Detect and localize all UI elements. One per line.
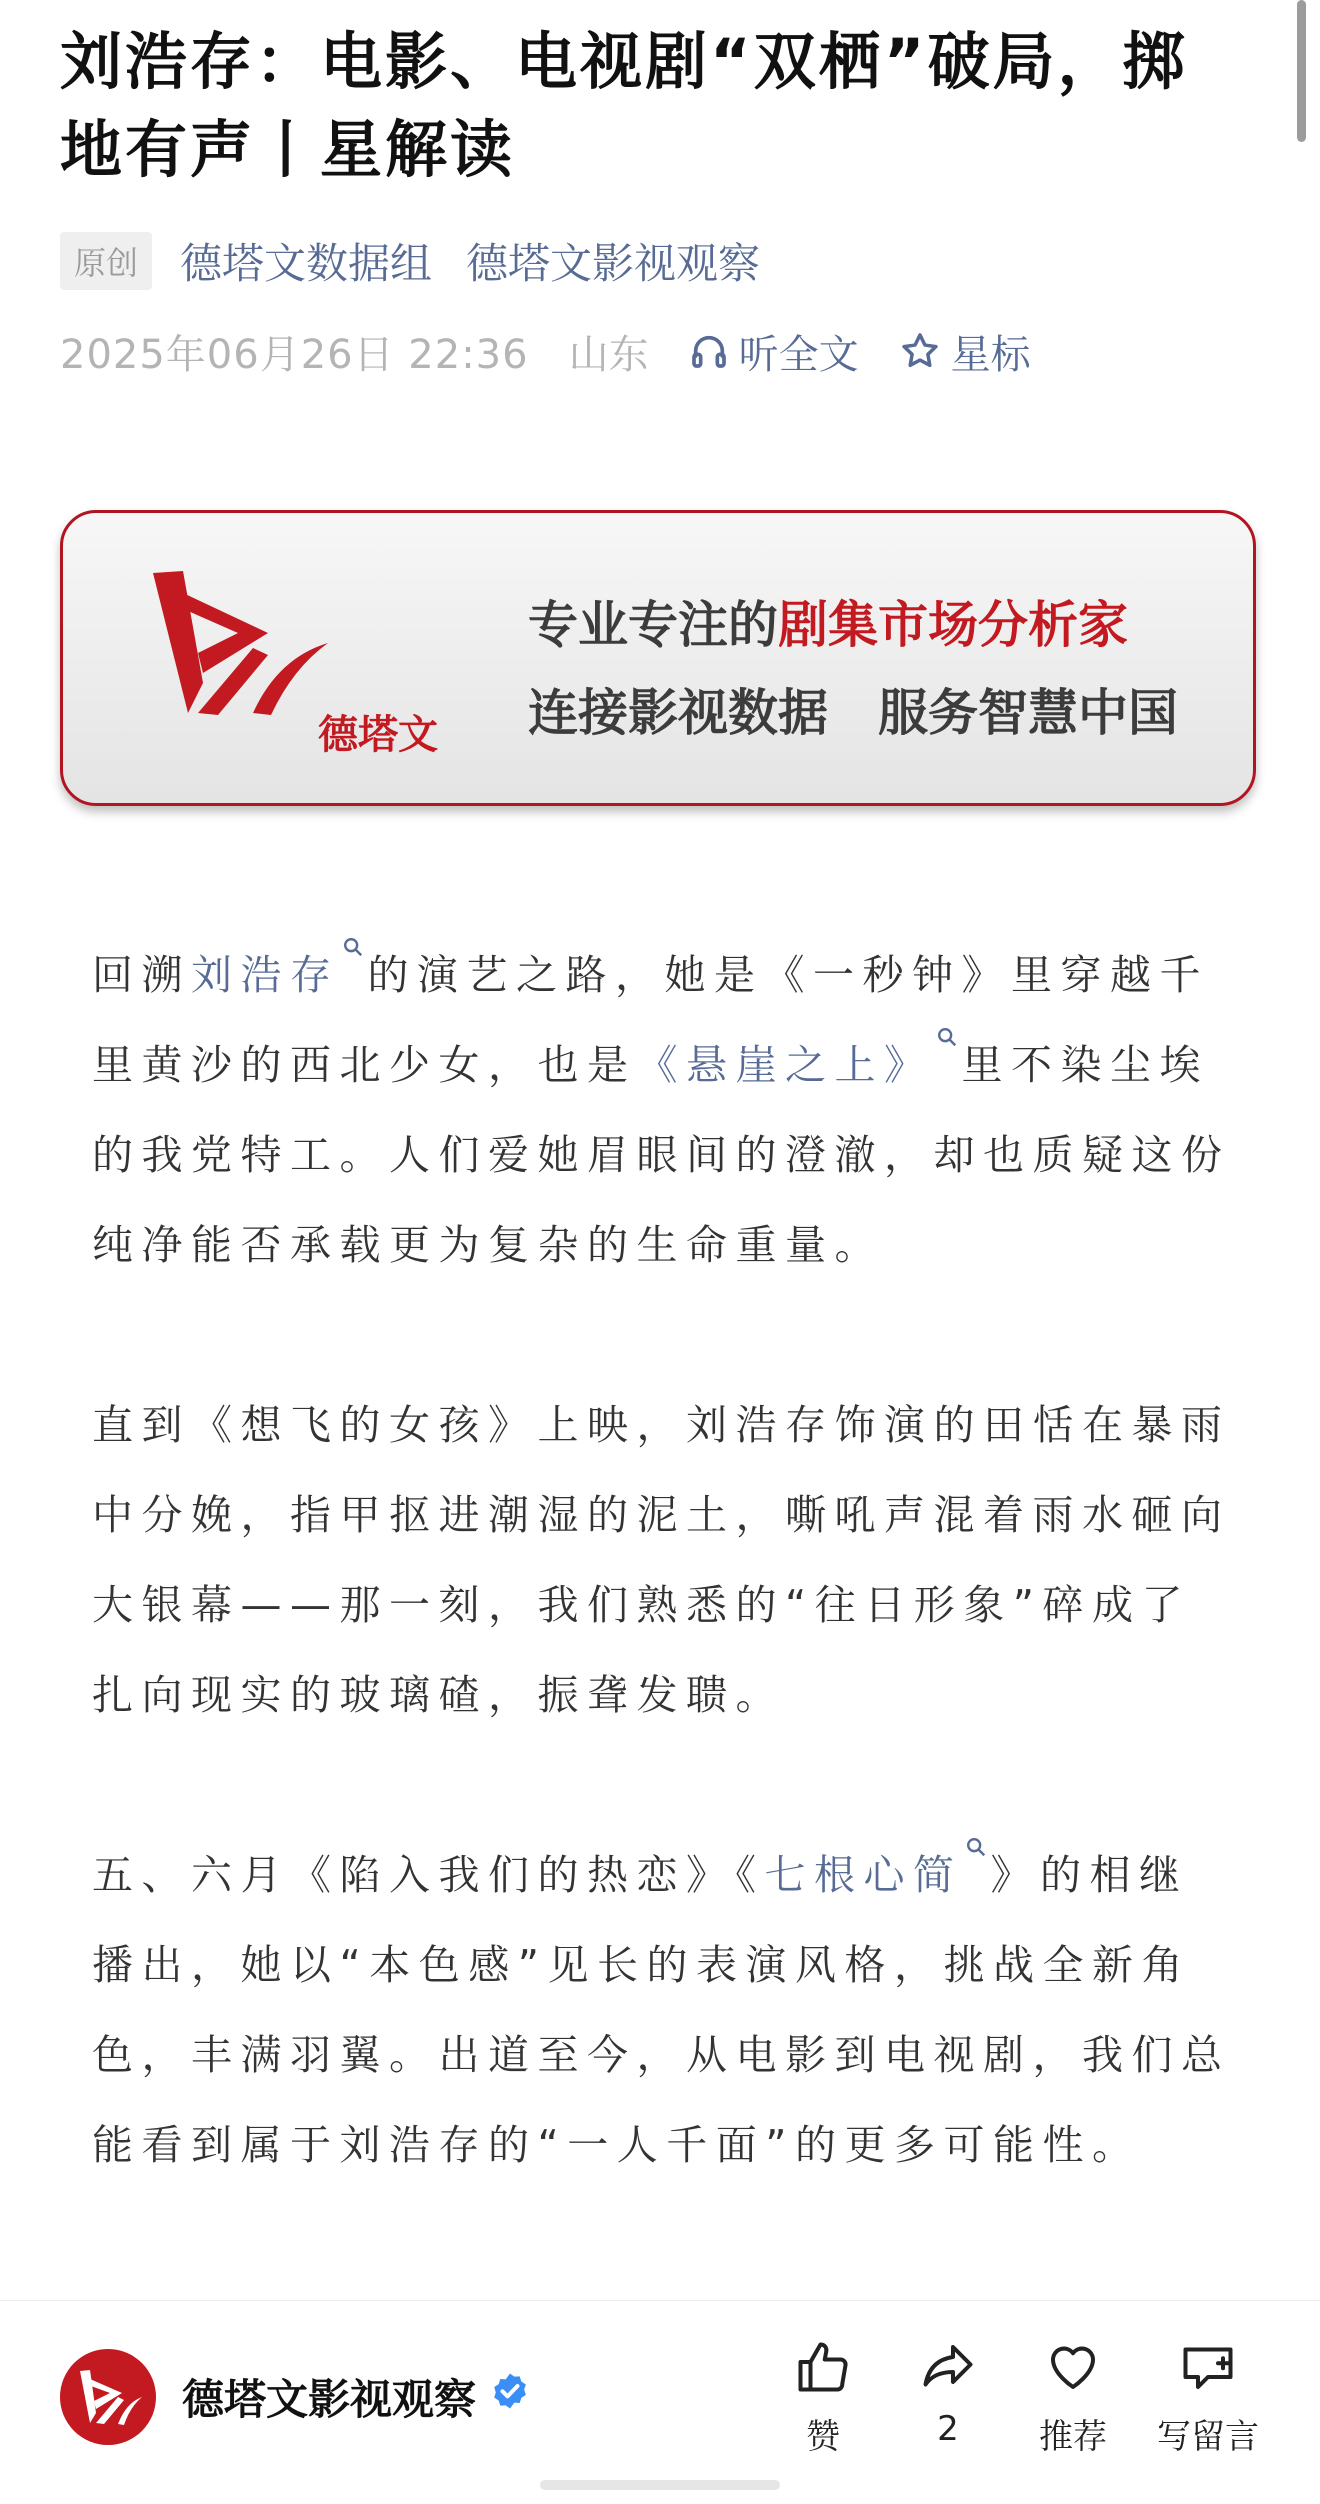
thumb-up-icon xyxy=(793,2337,853,2397)
detawen-logo xyxy=(143,563,333,733)
banner-tagline-1 xyxy=(528,585,1128,657)
paragraph-1-text-b: 的演艺之路，她是《一秒钟》里穿越千里黄沙的西北少女，也是 xyxy=(92,951,1209,1089)
headphones-icon xyxy=(689,331,729,371)
banner-tagline-2: 连接影视数据 服务智慧中国 xyxy=(528,684,1178,742)
share-icon xyxy=(918,2337,978,2397)
share-button[interactable] xyxy=(888,2337,1008,2449)
keyword-text: 刘浩存 xyxy=(191,951,340,999)
like-label: 赞 xyxy=(806,2417,840,2457)
recommend-label: 推荐 xyxy=(1039,2417,1107,2457)
detawen-logo xyxy=(60,2349,156,2445)
paragraph-3 xyxy=(92,1830,1232,2190)
star-label: 星标 xyxy=(950,331,1031,378)
search-icon xyxy=(965,1836,987,1858)
keyword-text: 七根心简 xyxy=(764,1851,963,1899)
listen-button[interactable] xyxy=(689,323,859,380)
keyword-link-liuhaocun[interactable] xyxy=(191,951,368,999)
comment-label: 写留言 xyxy=(1157,2417,1259,2457)
paragraph-1 xyxy=(92,930,1232,1290)
comment-button[interactable] xyxy=(1148,2337,1268,2458)
account-name[interactable]: 德塔文影视观察 xyxy=(182,2375,477,2424)
publish-location: 山东 xyxy=(568,331,649,378)
verified-icon xyxy=(490,2371,530,2411)
byline xyxy=(60,228,794,294)
brand-banner xyxy=(60,510,1256,806)
search-icon xyxy=(342,936,364,958)
listen-label: 听全文 xyxy=(738,331,859,378)
publish-datetime: 2025年06月26日 22:36 xyxy=(60,331,529,378)
banner-brand: 德塔文 xyxy=(318,712,438,758)
author-link[interactable]: 德塔文数据组 xyxy=(180,239,433,288)
keyword-link-xuanyazhishang[interactable] xyxy=(637,1041,962,1089)
account-link[interactable]: 德塔文影视观察 xyxy=(466,239,761,288)
account-avatar[interactable] xyxy=(60,2349,156,2445)
banner-tagline-highlight: 剧集市场分析家 xyxy=(778,596,1128,654)
share-count: 2 xyxy=(937,2409,959,2449)
paragraph-2: 直到《想飞的女孩》上映，刘浩存饰演的田恬在暴雨中分娩，指甲抠进潮湿的泥土，嘶吼声混着雨水砸向大银幕——那一刻，我们熟悉的“往日形象”碎成了扎向现实的玻璃碴，振聋发聩。 xyxy=(92,1401,1231,1719)
bottom-toolbar xyxy=(0,2300,1320,2504)
paragraph-1-text-a: 回溯 xyxy=(92,951,191,999)
scrollbar[interactable] xyxy=(1297,0,1306,142)
heart-icon xyxy=(1043,2337,1103,2397)
article-title: 刘浩存：电影、电视剧“双栖”破局，掷地有声丨星解读 xyxy=(60,25,1188,186)
star-button[interactable] xyxy=(899,323,1031,380)
like-button[interactable] xyxy=(763,2337,883,2458)
original-badge: 原创 xyxy=(60,232,152,290)
paragraph-3-text-b: 》的相继播出，她以“本色感”见长的表演风格，挑战全新角色，丰满羽翼。出道至今，从电影到电视剧，我们总能看到属于刘浩存的“一人千面”的更多可能性。 xyxy=(92,1851,1231,2169)
search-icon xyxy=(936,1026,958,1048)
home-indicator[interactable] xyxy=(540,2480,780,2490)
comment-icon xyxy=(1178,2337,1238,2397)
recommend-button[interactable] xyxy=(1013,2337,1133,2458)
star-icon xyxy=(899,330,941,372)
keyword-text: 《悬崖之上》 xyxy=(636,1041,934,1089)
article-meta xyxy=(60,318,1071,384)
paragraph-1-text-c: 里不染尘埃的我党特工。人们爱她眉眼间的澄澈，却也质疑这份纯净能否承载更为复杂的生命重量。 xyxy=(92,1041,1231,1269)
paragraph-3-text-a: 五、六月《陷入我们的热恋》《 xyxy=(92,1851,765,1899)
banner-tagline-prefix: 专业专注的 xyxy=(528,596,778,654)
keyword-link-qigenxinjian[interactable] xyxy=(765,1851,991,1899)
